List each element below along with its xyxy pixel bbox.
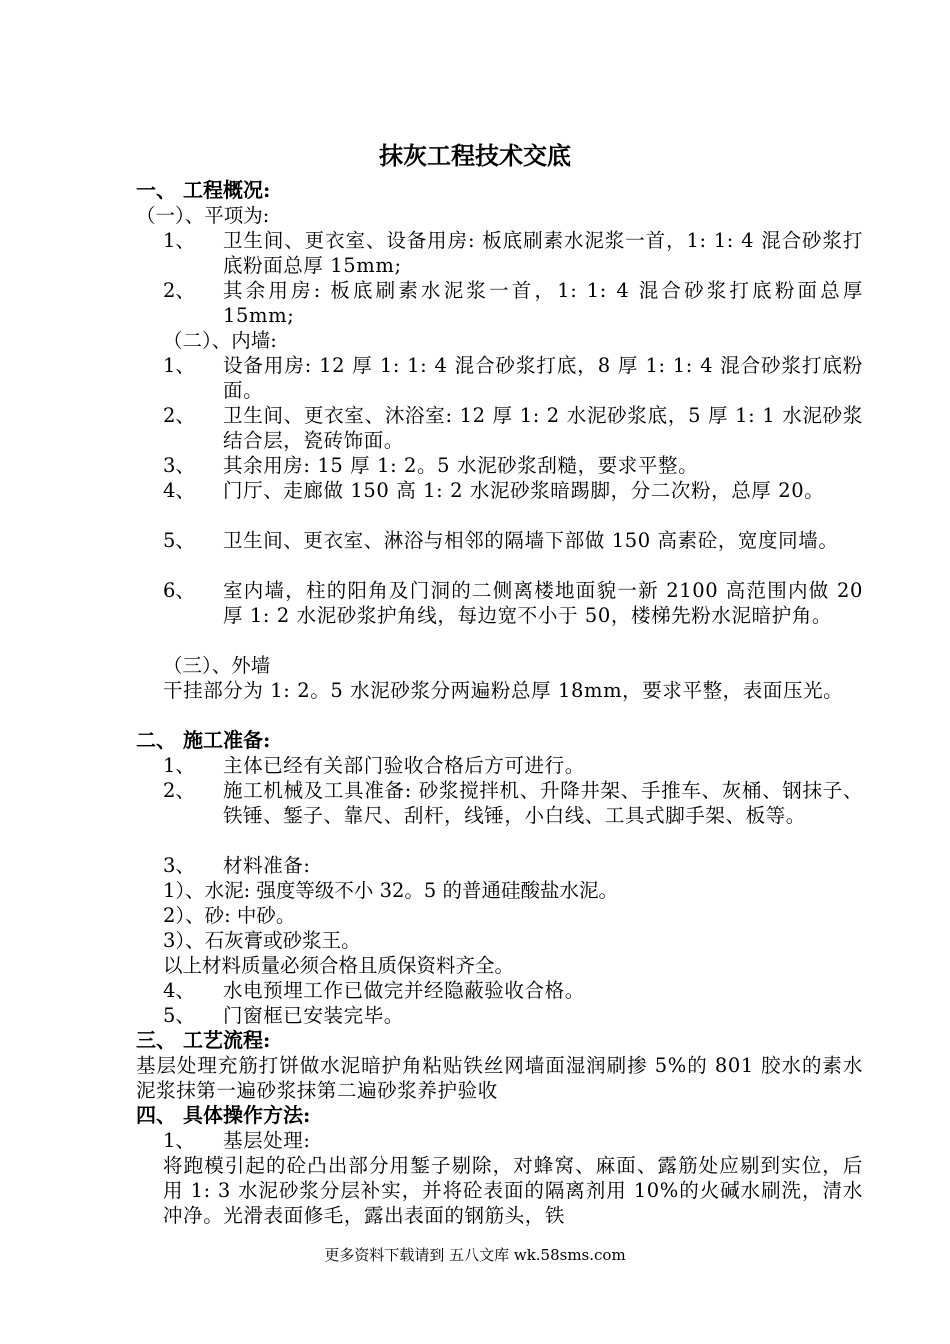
- paragraph: 基层处理充筋打饼做水泥暗护角粘贴铁丝网墙面湿润刷掺 5%的 801 胶水的素水泥浆抹第一遍砂浆抹第二遍砂浆养护验收: [136, 1054, 863, 1103]
- item-text: 门窗框已安装完毕。: [223, 1004, 404, 1027]
- item-text: 其余用房: 15 厚 1: 2。5 水泥砂浆刮糙，要求平整。: [223, 454, 699, 477]
- item-number: 1、: [163, 754, 195, 777]
- item-text: 门厅、走廊做 150 高 1: 2 水泥砂浆暗踢脚，分二次粉，总厚 20。: [223, 479, 825, 502]
- material-item: 3）、石灰膏或砂浆王。: [163, 929, 361, 952]
- item-text: 卫生间、更衣室、沐浴室: 12 厚 1: 2 水泥砂浆底，5 厚 1: 1 水泥砂浆结合层，瓷砖饰面。: [223, 404, 863, 453]
- material-item: 2）、砂: 中砂。: [163, 904, 296, 927]
- item-number: 1、: [163, 229, 195, 252]
- paragraph: 干挂部分为 1: 2。5 水泥砂浆分两遍粉总厚 18mm，要求平整，表面压光。: [163, 679, 844, 702]
- material-note: 以上材料质量必须合格且质保资料齐全。: [163, 954, 515, 977]
- item-number: 5、: [163, 529, 195, 552]
- section-heading-4: 四、 具体操作方法:: [136, 1103, 311, 1127]
- item-text: 设备用房: 12 厚 1: 1: 4 混合砂浆打底，8 厚 1: 1: 4 混合砂浆打底粉面。: [223, 354, 863, 403]
- item-text: 水电预埋工作已做完并经隐蔽验收合格。: [223, 979, 585, 1002]
- item-text: 施工机械及工具准备: 砂浆搅拌机、升降井架、手推车、灰桶、钢抹子、铁锤、錾子、靠尺、刮杆，线锤，小白线、工具式脚手架、板等。: [223, 779, 863, 828]
- item-text: 材料准备:: [223, 854, 311, 877]
- item-number: 2、: [163, 279, 195, 302]
- item-text: 卫生间、更衣室、设备用房: 板底刷素水泥浆一首，1: 1: 4 混合砂浆打底粉面总厚 15mm;: [223, 229, 863, 278]
- page-title: 抹灰工程技术交底: [379, 141, 571, 170]
- item-text: 其余用房: 板底刷素水泥浆一首，1: 1: 4 混合砂浆打底粉面总厚 15mm;: [223, 279, 863, 328]
- item-text: 卫生间、更衣室、淋浴与相邻的隔墙下部做 150 高素砼，宽度同墙。: [223, 529, 839, 552]
- item-number: 2、: [163, 404, 195, 427]
- item-number: 3、: [163, 454, 195, 477]
- item-number: 2、: [163, 779, 195, 802]
- subsection-inner-wall: （二）、内墙:: [163, 329, 277, 352]
- section-heading-3: 三、 工艺流程:: [136, 1028, 271, 1052]
- item-number: 1、: [163, 354, 195, 377]
- footer-note: 更多资料下载请到 五八文库 wk.58sms.com: [324, 1246, 626, 1264]
- item-number: 4、: [163, 979, 195, 1002]
- section-heading-1: 一、 工程概况:: [136, 178, 271, 202]
- item-number: 6、: [163, 579, 195, 602]
- section-heading-2: 二、 施工准备:: [136, 728, 271, 752]
- item-number: 1、: [163, 1129, 195, 1152]
- item-text: 主体已经有关部门验收合格后方可进行。: [223, 754, 585, 777]
- item-text: 基层处理:: [223, 1129, 311, 1152]
- item-number: 5、: [163, 1004, 195, 1027]
- item-number: 3、: [163, 854, 195, 877]
- subsection-ceiling: （一）、平项为:: [136, 204, 270, 227]
- paragraph: 将跑模引起的砼凸出部分用錾子剔除，对蜂窝、麻面、露筋处应剔到实位，后用 1: 3 水泥砂浆分层补实，并将砼表面的隔离剂用 10%的火碱水刷洗，清水冲净。光滑表面修毛，露出表面的钢筋头，铁: [163, 1154, 863, 1228]
- item-number: 4、: [163, 479, 195, 502]
- subsection-outer-wall: （三）、外墙: [163, 654, 271, 677]
- material-item: 1）、水泥: 强度等级不小 32。5 的普通硅酸盐水泥。: [163, 879, 619, 902]
- item-text: 室内墙，柱的阳角及门洞的二侧离楼地面貌一新 2100 高范围内做 20 厚 1: 2 水泥砂浆护角线，每边宽不小于 50，楼梯先粉水泥暗护角。: [223, 579, 863, 628]
